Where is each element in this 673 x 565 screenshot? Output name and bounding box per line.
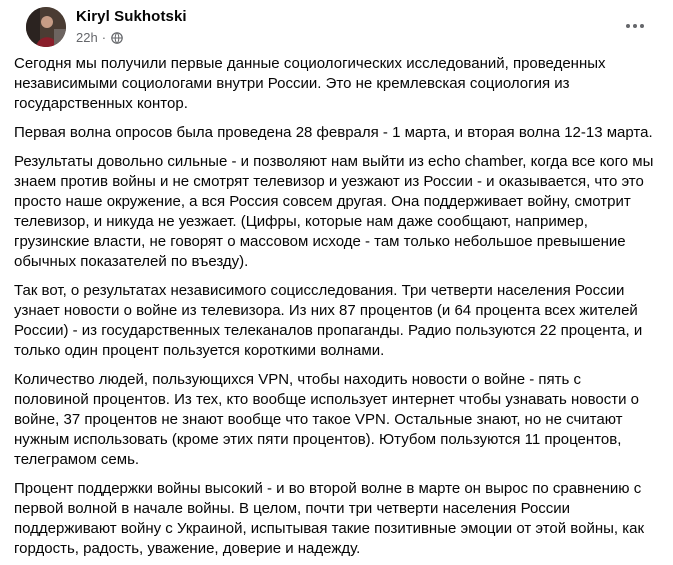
author-avatar[interactable]: [26, 7, 66, 47]
more-options-icon: [625, 23, 645, 29]
post-paragraph-4: Так вот, о результатах независимого социсследования. Три четверти населения России узнает новости о войне из телевизора. Из них 87 процентов (и 64 процента всех жителей России) - из государственных телеканалов пропаганды. Радио пользуются 22 процента, и только один процент пользуется короткими волнами.: [14, 282, 643, 359]
post-paragraph-6: Процент поддержки войны высокий - и во второй волне в марте он вырос по сравнению с первой волной в начале войны. В целом, почти три четверти населения России поддерживают войну с Украиной, испытывая такие позитивные эмоции от этой войны, как гордость, радость, уважение, доверие и надежду.: [14, 480, 645, 557]
post-paragraph-1: Сегодня мы получили первые данные социологических исследований, проведенных независимыми социологами внутри России. Это не кремлевская социология из государственных контор.: [14, 55, 606, 112]
post-paragraph-2: Первая волна опросов была проведена 28 февраля - 1 марта, и вторая волна 12-13 марта.: [14, 124, 653, 141]
more-options-button[interactable]: [619, 10, 651, 42]
post-text: [14, 54, 659, 559]
post-timestamp[interactable]: 22h: [76, 30, 98, 45]
globe-icon[interactable]: [111, 32, 123, 44]
post-paragraph-5: Количество людей, пользующихся VPN, чтобы находить новости о войне - пять с половиной процентов. Из тех, кто вообще использует интернет чтобы узнавать новости о войне, 37 процентов не знают вообще что такое VPN. Остальные знают, но не считают нужным использовать (кроме этих пяти процентов). Ютубом пользуются 11 процентов, телеграмом семь.: [14, 371, 640, 468]
meta-separator: ·: [101, 30, 107, 45]
post-header: [14, 0, 659, 54]
avatar-image: [26, 7, 66, 47]
author-name[interactable]: Kiryl Sukhotski: [76, 8, 187, 25]
post-meta: [76, 30, 123, 45]
post-paragraph-3: Результаты довольно сильные - и позволяют нам выйти из echo chamber, когда все кого мы знаем против войны и не смотрят телевизор и уезжают из России - и оказывается, что это просто наше окружение, а вся Россия совсем другая. Она поддерживает войну, смотрит телевизор, и никуда не уезжает. (Цифры, которые нам даже сообщают, например, грузинские власти, не говорят о массовом исходе - там только небольшое превышение обычных показателей по въезду).: [14, 153, 654, 270]
